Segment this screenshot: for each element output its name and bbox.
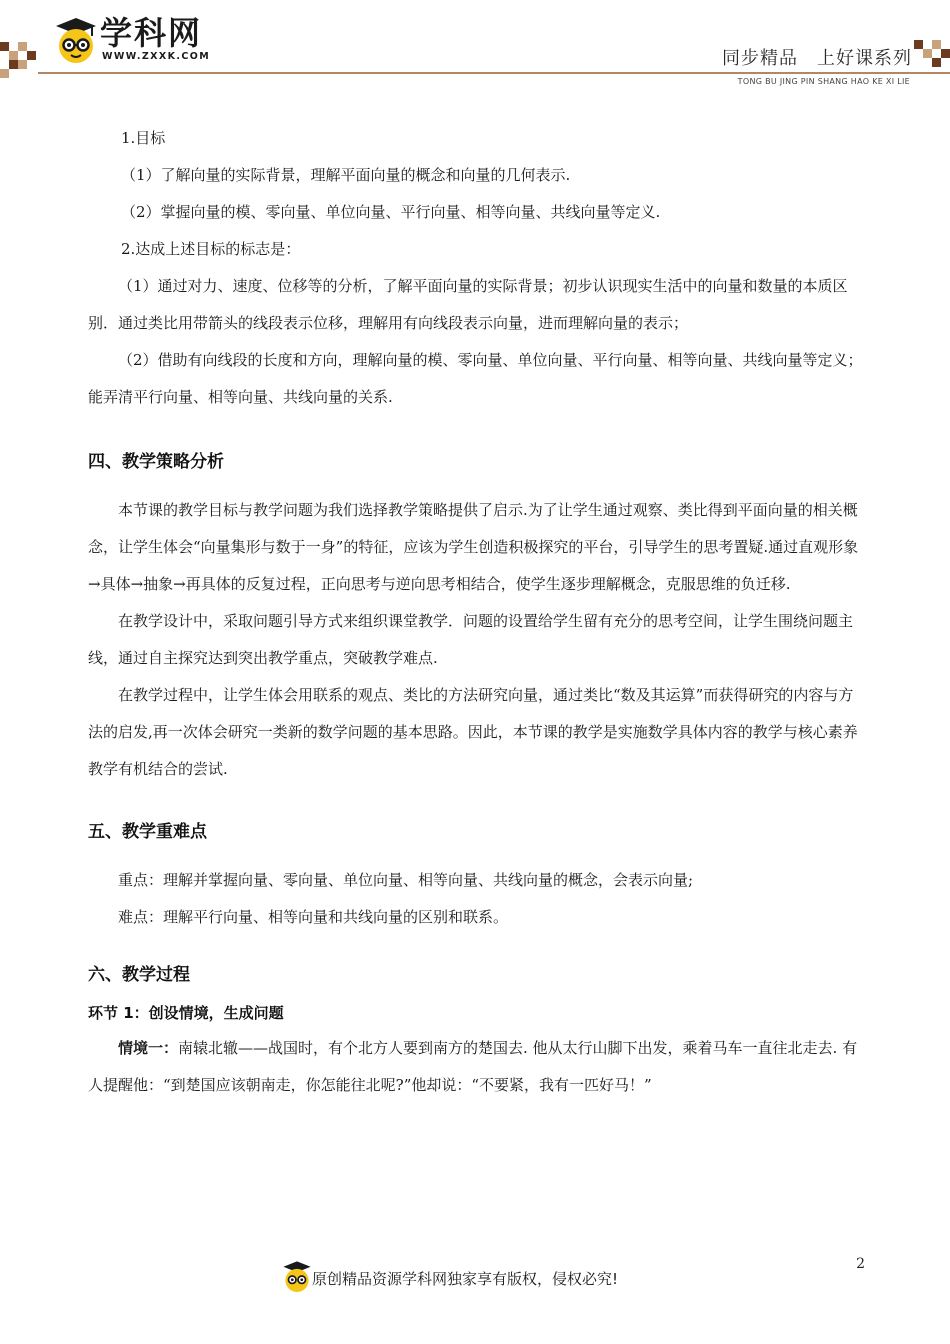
- scene-label: 情境一：: [118, 1039, 179, 1057]
- goal-mark-1: （1）通过对力、速度、位移等的分析，了解平面向量的实际背景；初步认识现实生活中的向量和数量的本质区别．通过类比用带箭头的线段表示位移，理解用有向线段表示向量，进而理解向量的表示；: [88, 277, 848, 332]
- section-6-title: 六、教学过程: [88, 965, 190, 985]
- key-point: 重点：理解并掌握向量、零向量、单位向量、相等向量、共线向量的概念，会表示向量;: [118, 871, 694, 889]
- section-5-title: 五、教学重难点: [88, 822, 207, 842]
- decor-square: [27, 51, 36, 60]
- difficult-point: 难点：理解平行向量、相等向量和共线向量的区别和联系。: [118, 908, 509, 926]
- decor-square: [923, 49, 932, 58]
- step-label: 环节 1: [88, 1004, 134, 1022]
- goals-marks-heading: 2.达成上述目标的标志是：: [121, 240, 301, 258]
- header-divider: [38, 72, 950, 74]
- step-title: ：创设情境，生成问题: [133, 1004, 284, 1022]
- step-heading: [88, 996, 863, 1030]
- decor-square: [932, 40, 941, 49]
- decor-square: [0, 42, 9, 51]
- logo-url: WWW.ZXXK.COM: [102, 51, 211, 62]
- decor-square: [9, 51, 18, 60]
- logo-title: 学科网: [100, 14, 203, 52]
- page-number: 2: [856, 1256, 865, 1272]
- strategy-paragraph-2: 在教学设计中，采取问题引导方式来组织课堂教学．问题的设置给学生留有充分的思考空间，让学生围绕问题主线，通过自主探究达到突出教学重点，突破教学难点.: [88, 612, 854, 667]
- strategy-paragraph-3: 在教学过程中，让学生体会用联系的观点、类比的方法研究向量，通过类比“数及其运算”而获得研究的内容与方法的启发,再一次体会研究一类新的数学问题的基本思路。因此，本节课的教学是实施数学具体内容的教学与核心素养教学有机结合的尝试.: [88, 686, 858, 778]
- header-slogan: 同步精品 上好课系列: [722, 48, 912, 69]
- scene-text: 南辕北辙——战国时，有个北方人要到南方的楚国去. 他从太行山脚下出发，乘着马车一直往北走去. 有人提醒他：“到楚国应该朝南走，你怎能往北呢?”他却说：“不要紧，我有一匹好马！”: [88, 1039, 858, 1094]
- decor-square: [932, 58, 941, 67]
- page-footer: [0, 1250, 950, 1310]
- decor-square: [0, 69, 9, 78]
- decor-square: [941, 49, 950, 58]
- goals-heading: 1.目标: [121, 129, 166, 147]
- scene-paragraph: [88, 1030, 863, 1104]
- document-body: [88, 120, 863, 1104]
- page-header: [0, 0, 950, 95]
- decor-square: [914, 40, 923, 49]
- strategy-paragraph-1: 本节课的教学目标与教学问题为我们选择教学策略提供了启示.为了让学生通过观察、类比得到平面向量的相关概念，让学生体会“向量集形与数于一身”的特征，应该为学生创造积极探究的平台，引导学生的思考置疑.通过直观形象→具体→抽象→再具体的反复过程，正向思考与逆向思考相结合，使学生逐步理解概念，克服思维的负迁移.: [88, 501, 859, 593]
- decor-square: [18, 60, 27, 69]
- decor-square: [9, 60, 18, 69]
- goal-item-2: （2）掌握向量的模、零向量、单位向量、平行向量、相等向量、共线向量等定义.: [121, 203, 661, 221]
- decor-square: [18, 42, 27, 51]
- goal-item-1: （1）了解向量的实际背景，理解平面向量的概念和向量的几何表示.: [121, 166, 571, 184]
- footer-mascot-icon: [280, 1260, 314, 1294]
- goal-mark-2: （2）借助有向线段的长度和方向，理解向量的模、零向量、单位向量、平行向量、相等向量、共线向量等定义；能弄清平行向量、相等向量、共线向量的关系.: [88, 351, 863, 406]
- section-4-title: 四、教学策略分析: [88, 452, 224, 472]
- header-slogan-pinyin: TONG BU JING PIN SHANG HAO KE XI LIE: [737, 77, 910, 86]
- logo-mascot-icon: [52, 16, 100, 66]
- copyright-notice: 原创精品资源学科网独家享有版权，侵权必究!: [312, 1270, 619, 1288]
